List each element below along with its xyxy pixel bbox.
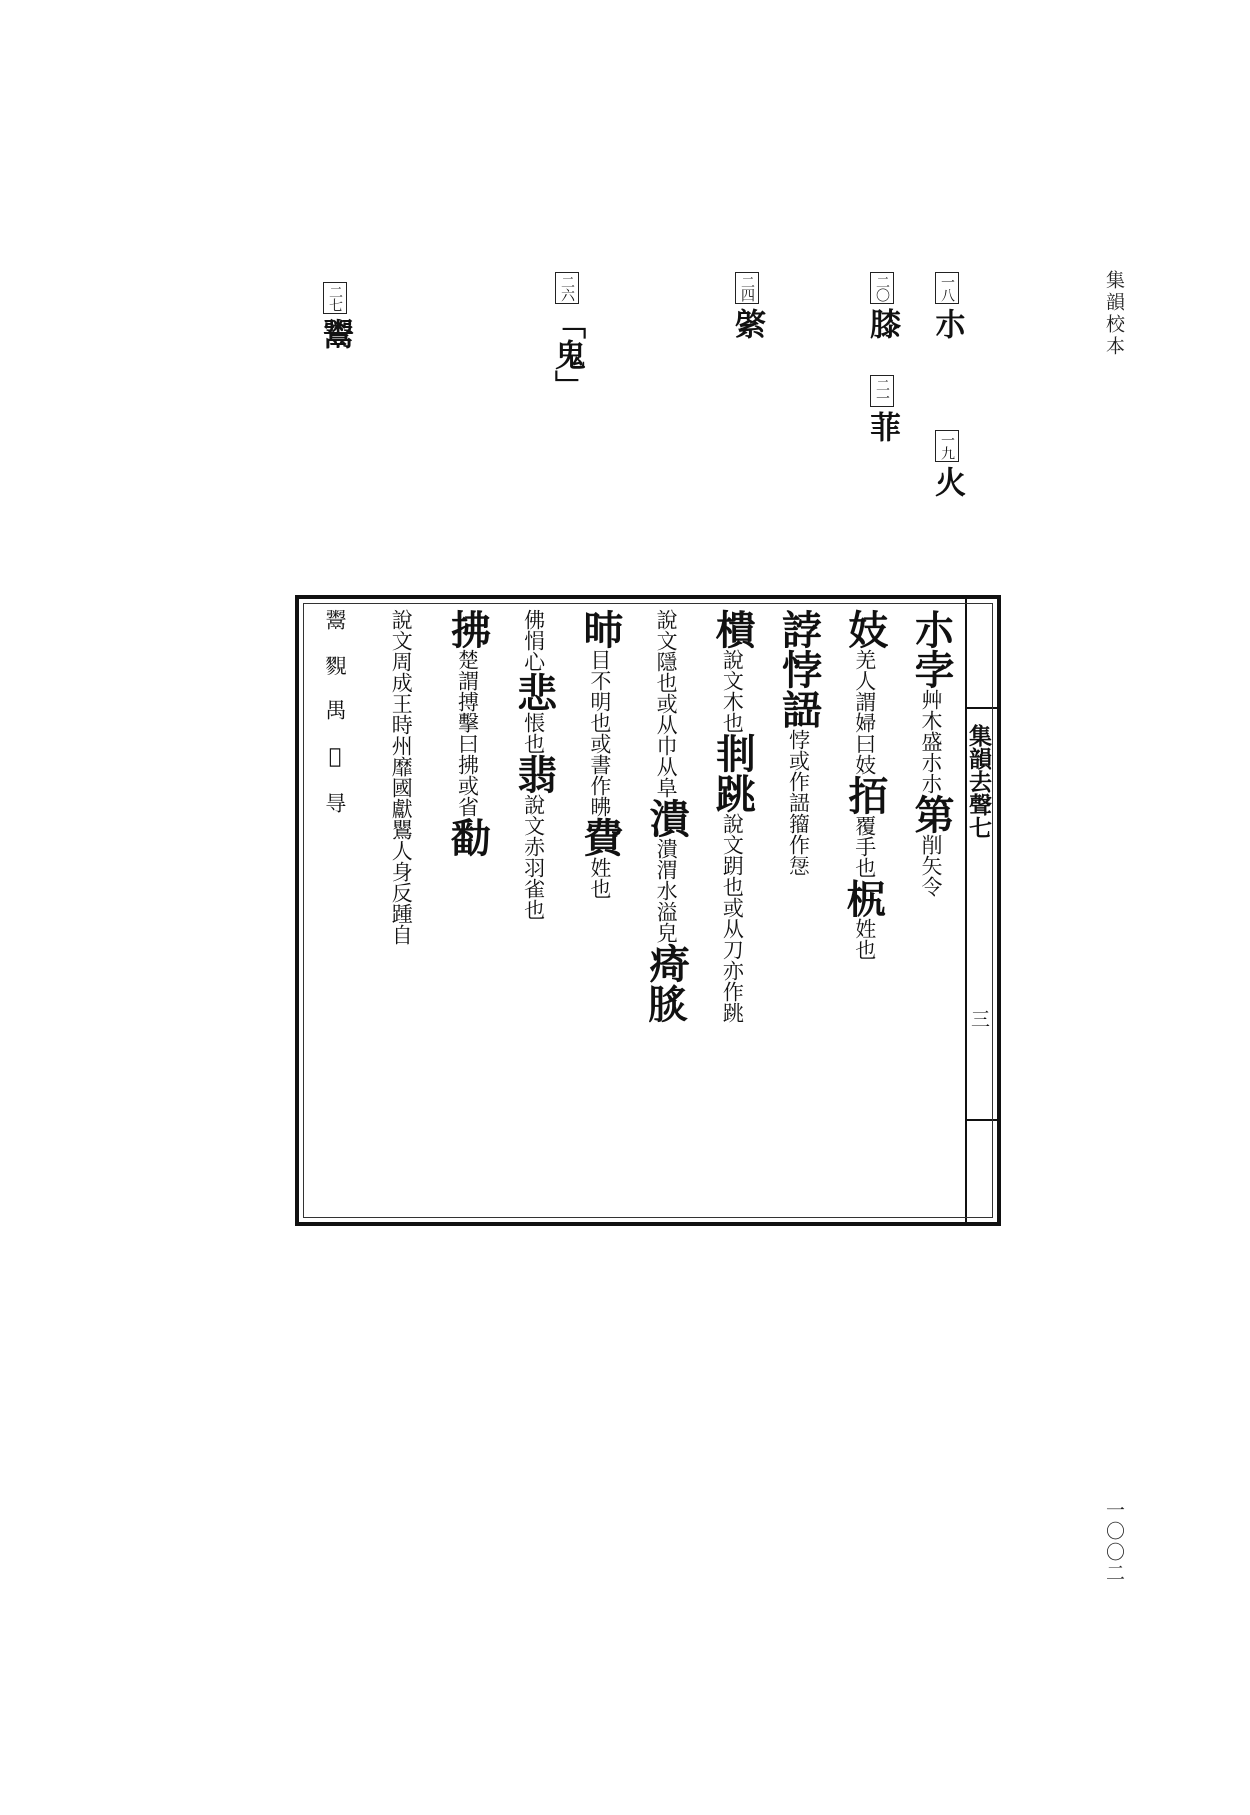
note-number: 二六 xyxy=(555,272,579,304)
note-18 xyxy=(925,272,970,339)
headword: 孛 xyxy=(907,649,955,689)
note-text: 朩 xyxy=(929,308,965,339)
text-column xyxy=(905,609,957,1214)
note-text: 綮 xyxy=(729,308,765,339)
gloss: 佛悁心 xyxy=(521,609,546,672)
headword: 㾨 xyxy=(643,943,691,983)
text-column xyxy=(839,609,891,1214)
text-column xyxy=(574,609,626,1214)
banxin-rule xyxy=(967,1119,997,1121)
woodblock-page xyxy=(295,595,1001,1226)
headword: 𣐊 xyxy=(841,878,889,918)
text-columns xyxy=(309,609,957,1214)
column-text: 鬻 𧢋 禺 𩨇 㝵 xyxy=(323,609,347,813)
text-column xyxy=(441,609,493,1214)
gloss: 目不明也或書作昲 xyxy=(587,649,612,817)
note-number: 二〇 xyxy=(870,272,894,304)
gloss: 說文木也 xyxy=(720,649,745,733)
note-text: 「鬼」 xyxy=(549,308,585,401)
note-text: 膝 xyxy=(864,308,900,339)
note-text: 菲 xyxy=(864,411,900,442)
note-number: 二四 xyxy=(735,272,759,304)
headword: 潰 xyxy=(643,798,691,838)
text-column xyxy=(773,609,825,1214)
headword: 樻 xyxy=(709,609,757,649)
banxin-rule xyxy=(967,707,997,709)
headword: 𦜡 xyxy=(643,983,691,1023)
running-title: 集韻校本 xyxy=(1103,270,1125,358)
note-26 xyxy=(545,272,590,401)
headword: 悲 xyxy=(510,672,558,712)
note-24 xyxy=(725,272,770,339)
text-column xyxy=(706,609,758,1214)
gloss: 悵也 xyxy=(521,712,546,754)
note-number: 二一 xyxy=(870,375,894,407)
note-text: 鬻 xyxy=(317,318,353,349)
banxin-title: 集韻去聲七 xyxy=(965,724,992,839)
headword: 費 xyxy=(576,817,624,857)
note-number: 二七 xyxy=(323,282,347,314)
headword: 昁 xyxy=(576,609,624,649)
headword: 妓 xyxy=(841,609,889,649)
note-19 xyxy=(925,430,970,497)
note-21 xyxy=(860,375,905,442)
gloss: 潰渭水溢皃 xyxy=(654,838,679,943)
gloss: 艸木盛朩朩 xyxy=(918,689,943,794)
gloss: 說文跀也或从刀亦作跳 xyxy=(720,813,745,1023)
page-number: 一〇〇二 xyxy=(1103,1500,1125,1584)
gloss: 覆手也 xyxy=(852,815,877,878)
headword: 勫 xyxy=(444,817,492,857)
headword: 䛝 xyxy=(775,689,823,729)
headword: 翡 xyxy=(510,754,558,794)
gloss: 悖或作䛝籀作𢙽 xyxy=(786,729,811,876)
headword: 剕 xyxy=(709,733,757,773)
note-text: 火 xyxy=(929,466,965,497)
text-column xyxy=(309,609,361,1214)
headword: 誖 xyxy=(775,609,823,649)
headword: 跳 xyxy=(709,773,757,813)
gloss: 說文隱也或从巾从阜 xyxy=(654,609,679,798)
headword: 第 xyxy=(907,794,955,834)
banxin xyxy=(965,599,997,1222)
note-number: 一八 xyxy=(935,272,959,304)
banxin-folio: 三 xyxy=(968,1009,990,1028)
gloss: 說文周成王時州靡國獻鸎人身反踵自 xyxy=(389,609,414,945)
headword: 𢫦 xyxy=(841,775,889,815)
gloss: 姓也 xyxy=(587,857,612,899)
gloss: 削矢令 xyxy=(918,834,943,897)
note-27 xyxy=(313,282,358,349)
headword: 悖 xyxy=(775,649,823,689)
text-column xyxy=(375,609,427,1214)
gloss: 楚謂搏擊曰拂或省 xyxy=(455,649,480,817)
headword: 朩 xyxy=(907,609,955,649)
gloss: 姓也 xyxy=(852,918,877,960)
gloss: 說文赤羽雀也 xyxy=(521,794,546,920)
text-column xyxy=(508,609,560,1214)
text-column xyxy=(640,609,692,1214)
headword: 拂 xyxy=(444,609,492,649)
note-20 xyxy=(860,272,905,339)
note-number: 一九 xyxy=(935,430,959,462)
gloss: 羌人謂婦曰妓 xyxy=(852,649,877,775)
